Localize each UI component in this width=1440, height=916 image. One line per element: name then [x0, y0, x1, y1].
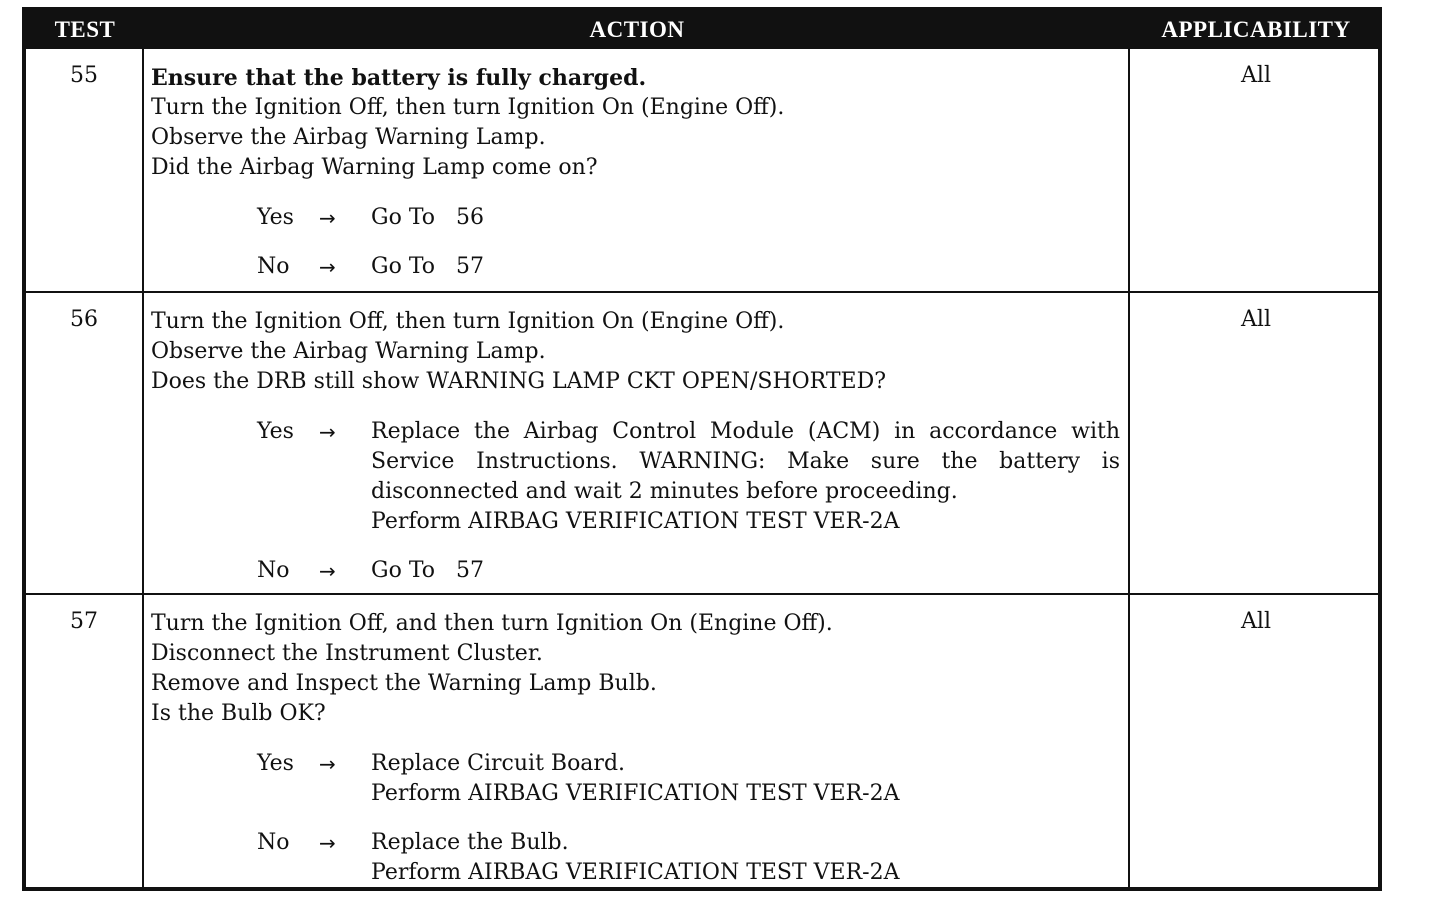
action-line: Does the DRB still show WARNING LAMP CKT OPEN/SHORTED?: [151, 369, 887, 394]
branch-line: Go To 57: [371, 254, 484, 279]
test-number: 57: [26, 595, 144, 887]
yes-branch: [151, 417, 1120, 537]
test-number: 55: [26, 49, 144, 291]
header-test: TEST: [54, 17, 116, 42]
applicability-cell: All: [1241, 307, 1271, 332]
branch-line: Replace the Bulb.: [371, 830, 569, 855]
action-line: Turn the Ignition Off, then turn Ignition On (Engine Off).: [151, 95, 785, 120]
branches: [151, 417, 1120, 586]
action-line: Remove and Inspect the Warning Lamp Bulb.: [151, 671, 657, 696]
diagnostic-test-table: [22, 7, 1382, 891]
branch-line: Go To 56: [371, 205, 484, 230]
action-line: Observe the Airbag Warning Lamp.: [151, 339, 546, 364]
no-branch: [151, 252, 1120, 282]
branch-body: [371, 203, 1120, 233]
branch-line: Replace the Airbag Control Module (ACM) in accordance with Service Instructions. WARNING: Make sure the battery is disconnected and wait 2 minutes before proceeding.: [371, 419, 1120, 504]
branch-body: [371, 417, 1120, 537]
no-label: No: [257, 558, 290, 583]
branches: [151, 203, 1120, 282]
action-cell: [144, 293, 1130, 593]
no-branch: [151, 828, 1120, 888]
action-cell: [144, 49, 1130, 291]
arrow-right-icon: →: [319, 206, 336, 230]
yes-label: Yes: [257, 205, 294, 230]
arrow-right-icon: →: [319, 831, 336, 855]
branch-body: [371, 749, 1120, 809]
applicability-cell: All: [1241, 609, 1271, 634]
no-branch: [151, 556, 1120, 586]
no-label: No: [257, 254, 290, 279]
header-action: ACTION: [589, 17, 685, 42]
table-header: [26, 11, 1378, 49]
action-line: Disconnect the Instrument Cluster.: [151, 641, 543, 666]
branch-body: [371, 556, 1120, 586]
branch-body: [371, 828, 1120, 888]
test-row-55: [26, 49, 1378, 293]
branch-body: [371, 252, 1120, 282]
action-line: Turn the Ignition Off, then turn Ignition On (Engine Off).: [151, 309, 785, 334]
branch-line: Perform AIRBAG VERIFICATION TEST VER-2A: [371, 860, 900, 885]
branch-line: Replace Circuit Board.: [371, 751, 626, 776]
action-line: Turn the Ignition Off, and then turn Ignition On (Engine Off).: [151, 611, 833, 636]
test-number: 56: [26, 293, 144, 593]
branch-line: Perform AIRBAG VERIFICATION TEST VER-2A: [371, 509, 900, 534]
arrow-right-icon: →: [319, 559, 336, 583]
arrow-right-icon: →: [319, 420, 336, 444]
action-bold-line: Ensure that the battery is fully charged.: [151, 65, 647, 91]
arrow-right-icon: →: [319, 752, 336, 776]
yes-label: Yes: [257, 751, 294, 776]
no-label: No: [257, 830, 290, 855]
header-applicability: APPLICABILITY: [1161, 17, 1351, 42]
test-row-57: [26, 595, 1378, 887]
action-line: Did the Airbag Warning Lamp come on?: [151, 155, 598, 180]
action-line: Observe the Airbag Warning Lamp.: [151, 125, 546, 150]
yes-label: Yes: [257, 419, 294, 444]
branch-line: Perform AIRBAG VERIFICATION TEST VER-2A: [371, 781, 900, 806]
yes-branch: [151, 203, 1120, 233]
test-row-56: [26, 293, 1378, 595]
action-line: Is the Bulb OK?: [151, 701, 326, 726]
action-cell: [144, 595, 1130, 887]
applicability-cell: All: [1241, 63, 1271, 88]
branches: [151, 749, 1120, 888]
yes-branch: [151, 749, 1120, 809]
branch-line: Go To 57: [371, 558, 484, 583]
arrow-right-icon: →: [319, 255, 336, 279]
